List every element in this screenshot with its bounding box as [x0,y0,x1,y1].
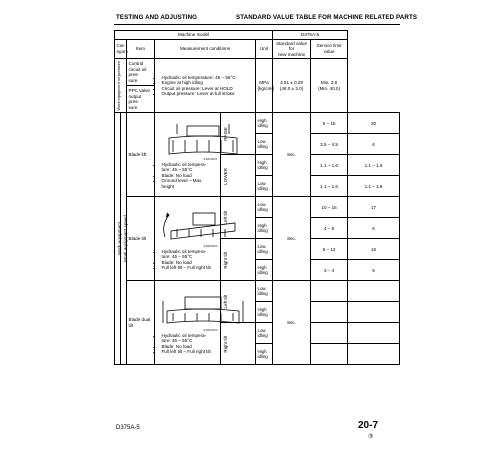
control-circuit-item: Control circuit oil pres- sure [127,59,155,86]
condition-item: • Ground level – Max. height [162,178,219,189]
work-equipment-label: Work equipment [116,222,122,256]
blade-tilt-diagram [157,207,249,247]
movement-cell [221,155,256,197]
service-limit-value: 6 [348,260,400,281]
blade-lift-diagram [157,120,249,160]
figure-code: 9JM03003 [203,328,218,333]
oil-pressure-standard: 4.51 ± 0.29 {46.0 ± 3.0} [273,59,311,113]
page-number: 20-7 [358,420,379,431]
service-limit-value [348,344,400,365]
oil-pressure-limit: Min. 3.9 {Min. 40.0} [311,59,348,113]
condition-item: • Blade: No load [162,260,219,266]
standard-value-header: Standard value for new machine [273,39,311,59]
measurement-condition: High idling [256,113,273,134]
service-limit-value: 6 [348,218,400,239]
standard-value [311,281,348,302]
standard-value [311,344,348,365]
measurement-condition: High idling [256,218,273,239]
service-limit-value [348,302,400,323]
table-row [115,113,400,134]
speed-unit: Sec. [273,113,311,197]
condition-list [157,162,219,190]
figure-code: 9JM03002 [203,244,218,249]
condition-item: • Hydraulic oil temperature: 45 – 55°C [162,75,254,81]
speed-conditions [155,197,221,281]
condition-item: • Circuit oil pressure: Lever at HOLD [162,86,254,92]
standard-value: 1.1 – 1.6 [311,155,348,176]
unit-header: Unit [256,39,273,59]
service-limit-value: 16 [348,239,400,260]
movement-label: Right tilt [222,251,228,269]
condition-item: • Blade: No load [162,173,219,179]
standard-value: 4 – 5 [311,218,348,239]
measurement-condition: Low idling [256,281,273,302]
oil-pressure-unit: MPa {kg/cm²} [256,59,273,113]
speed-item: Blade lift [127,113,155,197]
section-title: TESTING AND ADJUSTING [116,14,198,21]
measurement-condition: High idling [256,344,273,365]
service-limit-value: 20 [348,113,400,134]
table-row [115,197,400,218]
measurement-condition: High idling [256,302,273,323]
service-limit-header: Service limit value [311,39,348,59]
speed-item: Blade tilt [127,197,155,281]
header-rule [114,24,400,25]
measurement-condition: Low idling [256,134,273,155]
condition-item: • Engine at high idling [162,80,254,86]
measurement-condition: Low idling [256,197,273,218]
blade-figure [157,120,219,162]
condition-item: • Blade: No load [162,344,219,350]
machine-model-label: Machine model [115,31,273,40]
service-limit-value: 1.1 – 1.6 [348,155,400,176]
movement-label: Left tilt [222,295,228,309]
measurement-condition: Low idling [256,239,273,260]
speed-conditions [155,281,221,365]
blade-dual-tilt-diagram [157,291,249,331]
movement-label: Left tilt [222,211,228,225]
condition-item: • Full left tilt – Full right tilt [162,349,219,355]
movement-label: RAISE [222,127,228,141]
conditions-header: Measurement conditions [155,39,256,59]
page-title: STANDARD VALUE TABLE FOR MACHINE RELATED PARTS [236,14,418,21]
standard-value: 8 – 12 [311,239,348,260]
oil-pressure-conditions [155,59,256,113]
footer-model: D375A-5 [116,425,140,431]
work-equipment-speed-label: Work equipment speed [122,215,128,263]
service-limit-value: 17 [348,197,400,218]
standard-value-table [114,30,400,365]
ppc-valve-item: PPC valve output pres- sure [127,86,155,113]
measurement-condition: High idling [256,155,273,176]
condition-list [157,249,219,271]
standard-value: 1.1 – 1.6 [311,176,348,197]
speed-unit: Sec. [273,197,311,281]
condition-item: • Full left tilt – Full right tilt [162,265,219,271]
service-limit-value: 6 [348,134,400,155]
measurement-condition: Low idling [256,323,273,344]
standard-value [311,302,348,323]
speed-unit: Sec. [273,281,311,365]
service-limit-value: 1.1 – 1.6 [348,176,400,197]
measurement-condition: High idling [256,260,273,281]
movement-label: Right tilt [222,335,228,353]
speed-item: Blade dual tilt [127,281,155,365]
standard-value: 3 – 4 [311,260,348,281]
speed-conditions [155,113,221,197]
service-limit-value [348,281,400,302]
movement-label: LOWER [222,167,228,185]
blade-figure [157,207,219,249]
standard-value [311,323,348,344]
oil-pressure-category-label: Work equipment oil pressure [115,61,121,111]
condition-item: • Hydraulic oil tempera- ture: 45 – 55°C [162,162,219,173]
machine-model-value: D375A-5 [273,31,348,40]
table-row [115,281,400,302]
oil-pressure-category [115,59,127,113]
measurement-condition: Low idling [256,176,273,197]
condition-list [157,333,219,355]
condition-item: • Hydraulic oil tempera- ture: 45 – 55°C [162,249,219,260]
condition-item: • Hydraulic oil tempera- ture: 45 – 55°C [162,333,219,344]
revision-mark: ③ [368,434,374,440]
blade-figure [157,291,219,333]
condition-item: • Output pressure: Lever at full stroke [162,91,254,97]
category-header: Cat- egory [115,39,127,59]
standard-value: 3.5 – 4.5 [311,134,348,155]
figure-code: 9JM03001 [203,157,218,162]
service-limit-value [348,323,400,344]
standard-value: 10 – 15 [311,197,348,218]
item-header: Item [127,39,155,59]
standard-value: 5 – 15 [311,113,348,134]
